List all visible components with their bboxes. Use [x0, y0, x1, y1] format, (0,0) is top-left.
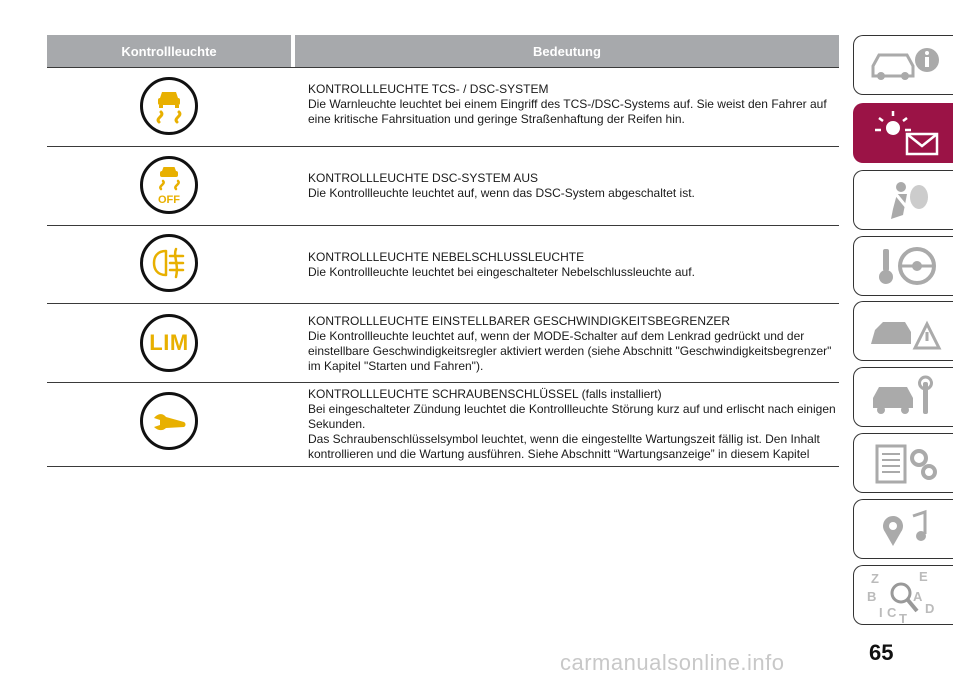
car-emergency-icon [863, 308, 945, 354]
row-description: Bei eingeschalteter Zündung leuchtet die Kontrollleuchte Störung kurz auf und erlischt nach einigen Sekunden. [308, 402, 836, 431]
index-letter: A [912, 589, 922, 604]
table-row [47, 68, 839, 146]
page-number: 65 [869, 640, 894, 665]
car-wrench-icon [863, 374, 945, 420]
chapter-tab-car-info[interactable] [853, 35, 953, 95]
key-steering-wheel-icon [863, 243, 945, 289]
alphabetical-index-icon [863, 567, 945, 623]
dsc-off-label: OFF [158, 194, 180, 206]
index-letter: B [866, 589, 876, 604]
speed-limiter-label: LIM [149, 330, 189, 355]
airbag-seatbelt-icon [863, 177, 945, 223]
table-row [47, 226, 839, 303]
dsc-off-icon [140, 156, 198, 214]
index-letter: T [898, 611, 907, 623]
chapter-tab-starting-driving[interactable] [853, 236, 953, 296]
row-title: KONTROLLLEUCHTE EINSTELLBARER GESCHWINDIGKEITSBEGRENZER [308, 314, 731, 328]
row-description: Die Warnleuchte leuchtet bei einem Eingriff des TCS-/DSC-Systems auf. Sie weist den Fahrer auf eine kritische Fahrsituation und geringe Straßenhaftung der Reifen hin. [308, 97, 827, 126]
chapter-tab-warning-lights[interactable] [853, 103, 953, 163]
row-title: KONTROLLLEUCHTE NEBELSCHLUSSLEUCHTE [308, 250, 585, 264]
index-letter: Z [870, 571, 879, 586]
chapter-tab-multimedia[interactable] [853, 499, 953, 559]
index-letter: E [918, 569, 928, 584]
multimedia-icon [863, 506, 945, 552]
rear-fog-light-icon [140, 234, 198, 292]
chapter-tab-index[interactable] [853, 565, 953, 625]
car-info-icon [863, 42, 945, 88]
speed-limiter-icon [140, 314, 198, 372]
row-description: Das Schraubenschlüsselsymbol leuchtet, wenn die eingestellte Wartungszeit fällig ist. Den Inhalt kontrollieren und die Wartung ausführen. Siehe Abschnitt “Wartungsanzeige” in diesem Kapitel [308, 432, 820, 461]
table-divider [47, 466, 839, 467]
warning-light-message-icon [863, 108, 945, 158]
specs-gears-icon [863, 440, 945, 486]
index-letter: D [924, 601, 934, 616]
row-title: KONTROLLLEUCHTE TCS- / DSC-SYSTEM [308, 82, 549, 96]
tcs-dsc-skid-car-icon [140, 77, 198, 135]
table-row [47, 304, 839, 382]
table-row [47, 383, 839, 466]
row-description: Die Kontrollleuchte leuchtet auf, wenn das DSC-System abgeschaltet ist. [308, 186, 695, 200]
chapter-tab-safety[interactable] [853, 170, 953, 230]
chapter-tab-maintenance[interactable] [853, 367, 953, 427]
table-row [47, 147, 839, 225]
index-letter: I [878, 605, 883, 620]
row-description: Die Kontrollleuchte leuchtet auf, wenn der MODE-Schalter auf dem Lenkrad gedrückt und der einstellbare Geschwindigkeitsregler aktiviert werden (siehe Abschnitt "Geschwindigkeitsbegrenzer" im Kapitel "Starten und Fahren"). [308, 329, 832, 373]
row-title: KONTROLLLEUCHTE SCHRAUBENSCHLÜSSEL (falls installiert) [308, 387, 662, 401]
row-title: KONTROLLLEUCHTE DSC-SYSTEM AUS [308, 171, 539, 185]
index-letter: C [886, 605, 896, 620]
chapter-tab-emergency[interactable] [853, 301, 953, 361]
watermark: carmanualsonline.info [560, 650, 785, 675]
chapter-tab-technical-data[interactable] [853, 433, 953, 493]
column-header-meaning: Bedeutung [295, 35, 839, 67]
row-description: Die Kontrollleuchte leuchtet bei eingeschalteter Nebelschlussleuchte auf. [308, 265, 695, 279]
wrench-icon [140, 392, 198, 450]
column-header-warning-light: Kontrollleuchte [47, 35, 291, 67]
